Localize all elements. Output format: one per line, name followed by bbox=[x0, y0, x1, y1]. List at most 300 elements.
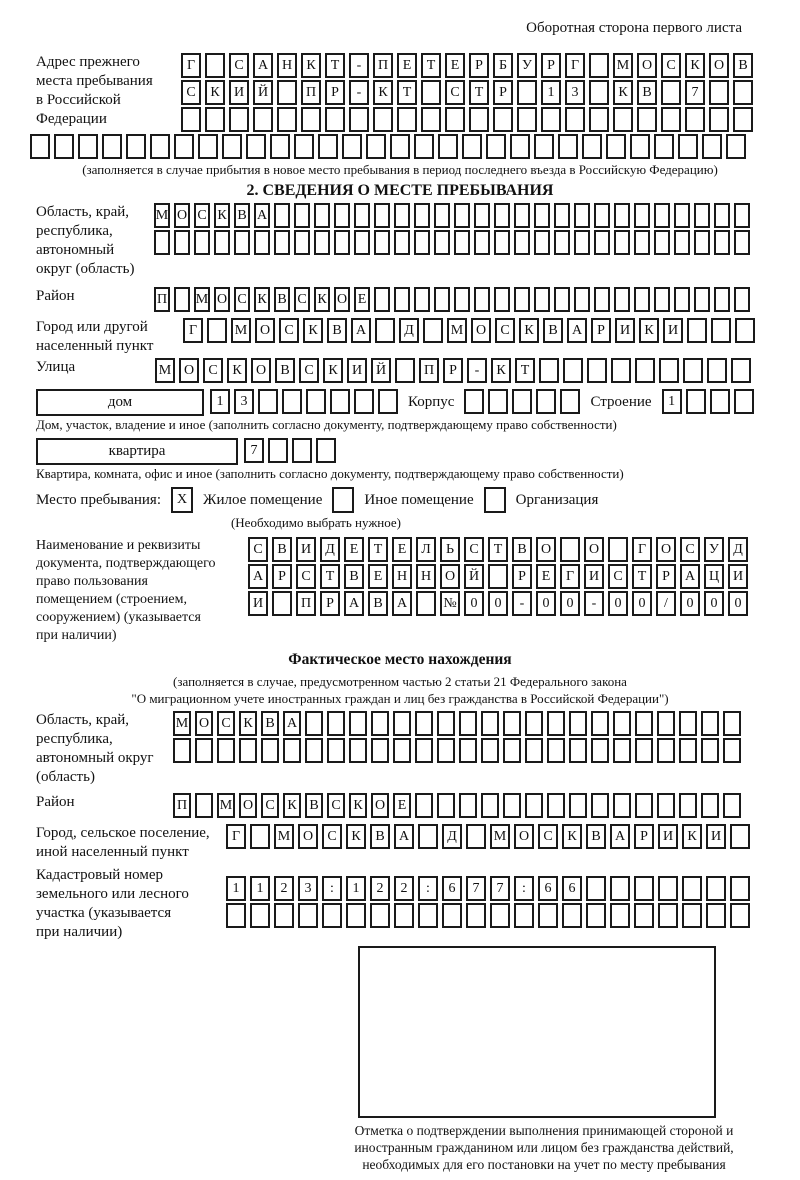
char-boxes-row bbox=[173, 711, 741, 736]
char-box bbox=[734, 230, 750, 255]
char-box: - bbox=[512, 591, 532, 616]
char-box bbox=[229, 107, 249, 132]
char-box bbox=[366, 134, 386, 159]
char-box: Е bbox=[445, 53, 465, 78]
char-box bbox=[611, 358, 631, 383]
field-city bbox=[36, 318, 764, 356]
char-box bbox=[414, 203, 430, 228]
char-box bbox=[679, 793, 697, 818]
char-box bbox=[481, 793, 499, 818]
char-boxes-row bbox=[248, 537, 748, 562]
char-box: К bbox=[491, 358, 511, 383]
char-box bbox=[569, 793, 587, 818]
char-box bbox=[466, 824, 486, 849]
char-box bbox=[195, 793, 213, 818]
char-box: Р bbox=[656, 564, 676, 589]
actual-location-caption-2: "О миграционном учете иностранных граждан и лиц без гражданства в Российской Федерации") bbox=[131, 691, 669, 706]
char-box: К bbox=[214, 203, 230, 228]
char-box bbox=[342, 134, 362, 159]
char-box bbox=[174, 134, 194, 159]
char-box bbox=[694, 203, 710, 228]
char-box: И bbox=[615, 318, 635, 343]
char-box bbox=[423, 318, 443, 343]
char-box: П bbox=[301, 80, 321, 105]
char-box: Ь bbox=[440, 537, 460, 562]
char-box bbox=[733, 80, 753, 105]
char-box: И bbox=[658, 824, 678, 849]
char-box bbox=[459, 738, 477, 763]
char-box: О bbox=[174, 203, 190, 228]
char-box bbox=[415, 711, 433, 736]
char-box bbox=[481, 738, 499, 763]
char-box bbox=[30, 134, 50, 159]
char-box bbox=[733, 107, 753, 132]
char-box: - bbox=[584, 591, 604, 616]
checkbox-organization bbox=[484, 487, 506, 513]
char-box: С bbox=[248, 537, 268, 562]
char-box: С bbox=[234, 287, 250, 312]
char-box bbox=[334, 230, 350, 255]
page-title: Оборотная сторона первого листа bbox=[526, 20, 742, 36]
char-box bbox=[558, 134, 578, 159]
char-box: Р bbox=[493, 80, 513, 105]
street-label: Улица bbox=[36, 359, 76, 375]
char-box bbox=[493, 107, 513, 132]
char-box: О bbox=[255, 318, 275, 343]
char-box: Е bbox=[536, 564, 556, 589]
char-box: П bbox=[419, 358, 439, 383]
char-box: 0 bbox=[464, 591, 484, 616]
char-box: С bbox=[464, 537, 484, 562]
char-box: А bbox=[253, 53, 273, 78]
char-box bbox=[292, 438, 312, 463]
char-boxes-row bbox=[155, 358, 751, 383]
char-box: В bbox=[733, 53, 753, 78]
char-box: : bbox=[322, 876, 342, 901]
char-box: Т bbox=[325, 53, 345, 78]
char-box bbox=[445, 107, 465, 132]
char-box: С bbox=[261, 793, 279, 818]
char-box: С bbox=[203, 358, 223, 383]
char-box bbox=[731, 358, 751, 383]
field-actual-district bbox=[36, 793, 764, 820]
char-box bbox=[634, 230, 650, 255]
char-box bbox=[560, 389, 580, 414]
char-box bbox=[503, 738, 521, 763]
actual-region-label: Область, край, республика, автономный округ (область) bbox=[36, 712, 154, 785]
char-box bbox=[371, 711, 389, 736]
char-boxes-row bbox=[464, 389, 580, 414]
char-box: С bbox=[495, 318, 515, 343]
district-label: Район bbox=[36, 288, 75, 304]
char-box: О bbox=[371, 793, 389, 818]
char-box bbox=[525, 711, 543, 736]
char-box: Е bbox=[354, 287, 370, 312]
char-box bbox=[634, 203, 650, 228]
char-box: С bbox=[217, 711, 235, 736]
char-box bbox=[330, 389, 350, 414]
char-box bbox=[654, 230, 670, 255]
char-box bbox=[723, 738, 741, 763]
structure-label: Строение bbox=[590, 394, 652, 410]
char-box bbox=[547, 711, 565, 736]
char-box: С bbox=[194, 203, 210, 228]
char-box bbox=[586, 876, 606, 901]
char-box bbox=[374, 230, 390, 255]
char-box: № bbox=[440, 591, 460, 616]
char-boxes-row bbox=[154, 287, 750, 312]
char-box bbox=[657, 738, 675, 763]
char-box bbox=[374, 203, 390, 228]
char-box: Г bbox=[632, 537, 652, 562]
char-box: 0 bbox=[560, 591, 580, 616]
char-box: Д bbox=[728, 537, 748, 562]
char-box bbox=[371, 738, 389, 763]
char-box: 7 bbox=[685, 80, 705, 105]
char-box bbox=[514, 203, 530, 228]
char-box: М bbox=[194, 287, 210, 312]
char-box bbox=[464, 389, 484, 414]
char-box: О bbox=[298, 824, 318, 849]
char-box bbox=[534, 230, 550, 255]
char-boxes-row bbox=[662, 389, 754, 414]
char-box bbox=[494, 230, 510, 255]
stay-type-label: Место пребывания: bbox=[36, 491, 161, 508]
char-box bbox=[374, 287, 390, 312]
char-box bbox=[415, 793, 433, 818]
char-box bbox=[730, 824, 750, 849]
char-box: К bbox=[314, 287, 330, 312]
char-box bbox=[274, 230, 290, 255]
char-box bbox=[394, 287, 410, 312]
char-box: К bbox=[346, 824, 366, 849]
char-box bbox=[205, 107, 225, 132]
confirmation-stamp-area bbox=[358, 946, 716, 1118]
char-box bbox=[503, 711, 521, 736]
char-box: С bbox=[322, 824, 342, 849]
char-box: 1 bbox=[210, 389, 230, 414]
char-box: В bbox=[275, 358, 295, 383]
char-box bbox=[574, 230, 590, 255]
house-type-label: дом bbox=[107, 394, 133, 410]
char-box bbox=[587, 358, 607, 383]
char-box bbox=[594, 230, 610, 255]
field-document bbox=[36, 537, 764, 645]
char-box bbox=[614, 230, 630, 255]
char-box bbox=[654, 134, 674, 159]
char-box: М bbox=[231, 318, 251, 343]
char-box: С bbox=[680, 537, 700, 562]
char-box bbox=[434, 203, 450, 228]
char-box: М bbox=[217, 793, 235, 818]
building-label: Корпус bbox=[408, 394, 455, 410]
char-box: Д bbox=[442, 824, 462, 849]
char-box bbox=[488, 389, 508, 414]
char-box: Р bbox=[325, 80, 345, 105]
field-stay-type bbox=[36, 487, 764, 513]
field-cadastral-number bbox=[36, 866, 764, 942]
char-box: М bbox=[613, 53, 633, 78]
char-box: А bbox=[351, 318, 371, 343]
char-box: К bbox=[205, 80, 225, 105]
char-box bbox=[547, 738, 565, 763]
char-box: - bbox=[349, 53, 369, 78]
char-box bbox=[514, 287, 530, 312]
char-box bbox=[274, 903, 294, 928]
char-box bbox=[438, 134, 458, 159]
char-box: А bbox=[344, 591, 364, 616]
char-box bbox=[334, 203, 350, 228]
char-box bbox=[306, 389, 326, 414]
char-box bbox=[635, 358, 655, 383]
char-box bbox=[701, 711, 719, 736]
confirmation-stamp-caption: Отметка о подтверждении выполнения принимающей стороной и иностранным гражданином или лицом без гражданства действий, необходимых для его постановки на учет по месту пребывания bbox=[354, 1123, 734, 1172]
char-box bbox=[539, 358, 559, 383]
checkbox-other-premises bbox=[332, 487, 354, 513]
char-box bbox=[294, 230, 310, 255]
char-box bbox=[614, 203, 630, 228]
char-box: Н bbox=[392, 564, 412, 589]
char-box bbox=[393, 711, 411, 736]
char-box bbox=[474, 287, 490, 312]
char-box bbox=[560, 537, 580, 562]
char-box bbox=[305, 738, 323, 763]
char-box bbox=[534, 203, 550, 228]
char-box: С bbox=[608, 564, 628, 589]
char-box: 1 bbox=[346, 876, 366, 901]
char-box bbox=[678, 134, 698, 159]
char-box bbox=[254, 230, 270, 255]
field-actual-city bbox=[36, 824, 764, 862]
char-box bbox=[434, 287, 450, 312]
char-box bbox=[723, 711, 741, 736]
char-box bbox=[674, 230, 690, 255]
char-box bbox=[735, 318, 755, 343]
char-box: К bbox=[349, 793, 367, 818]
char-box bbox=[462, 134, 482, 159]
char-box bbox=[711, 318, 731, 343]
char-box bbox=[589, 53, 609, 78]
char-box: К bbox=[373, 80, 393, 105]
char-box bbox=[294, 203, 310, 228]
char-box bbox=[534, 287, 550, 312]
char-box bbox=[488, 564, 508, 589]
char-box: О bbox=[637, 53, 657, 78]
char-box bbox=[349, 738, 367, 763]
char-box bbox=[354, 230, 370, 255]
char-box bbox=[730, 876, 750, 901]
char-box: Р bbox=[634, 824, 654, 849]
char-box bbox=[554, 230, 570, 255]
char-box bbox=[554, 203, 570, 228]
option-other-premises-label: Иное помещение bbox=[364, 491, 474, 508]
char-box bbox=[661, 80, 681, 105]
char-box bbox=[217, 738, 235, 763]
char-box bbox=[393, 738, 411, 763]
char-box bbox=[685, 107, 705, 132]
char-box: П bbox=[296, 591, 316, 616]
char-box bbox=[277, 107, 297, 132]
char-box: 1 bbox=[662, 389, 682, 414]
char-box bbox=[268, 438, 288, 463]
char-box bbox=[346, 903, 366, 928]
char-box bbox=[454, 287, 470, 312]
char-box bbox=[370, 903, 390, 928]
char-box: 0 bbox=[680, 591, 700, 616]
char-box bbox=[658, 876, 678, 901]
char-box bbox=[414, 134, 434, 159]
char-box: В bbox=[274, 287, 290, 312]
char-box: О bbox=[514, 824, 534, 849]
char-box: В bbox=[368, 591, 388, 616]
field-street bbox=[36, 358, 764, 385]
char-box: И bbox=[728, 564, 748, 589]
char-box bbox=[298, 903, 318, 928]
char-box bbox=[274, 203, 290, 228]
field-previous-address bbox=[36, 53, 764, 134]
char-box bbox=[565, 107, 585, 132]
char-box bbox=[702, 134, 722, 159]
char-box bbox=[283, 738, 301, 763]
char-box bbox=[635, 793, 653, 818]
char-box: И bbox=[229, 80, 249, 105]
char-box bbox=[682, 903, 702, 928]
char-box bbox=[277, 80, 297, 105]
char-box bbox=[634, 876, 654, 901]
char-box: 3 bbox=[234, 389, 254, 414]
char-box: Е bbox=[397, 53, 417, 78]
char-box bbox=[723, 793, 741, 818]
checkbox-residential: X bbox=[171, 487, 193, 513]
field-region bbox=[36, 203, 764, 281]
char-box: 2 bbox=[370, 876, 390, 901]
char-box bbox=[582, 134, 602, 159]
char-box bbox=[661, 107, 681, 132]
char-box bbox=[418, 824, 438, 849]
char-box: 1 bbox=[226, 876, 246, 901]
char-box bbox=[239, 738, 257, 763]
char-box: С bbox=[229, 53, 249, 78]
char-box: М bbox=[274, 824, 294, 849]
char-box bbox=[613, 107, 633, 132]
char-box bbox=[654, 203, 670, 228]
char-box bbox=[525, 738, 543, 763]
char-box bbox=[282, 389, 302, 414]
char-box bbox=[174, 287, 190, 312]
char-box bbox=[714, 230, 730, 255]
char-box bbox=[394, 903, 414, 928]
char-box: С bbox=[445, 80, 465, 105]
char-box: Г bbox=[226, 824, 246, 849]
char-box bbox=[630, 134, 650, 159]
region-label: Область, край, республика, автономный округ (область) bbox=[36, 204, 135, 277]
char-box bbox=[594, 287, 610, 312]
char-box bbox=[378, 389, 398, 414]
char-box bbox=[314, 230, 330, 255]
char-box bbox=[421, 80, 441, 105]
char-box bbox=[305, 711, 323, 736]
char-box: Р bbox=[443, 358, 463, 383]
document-label: Наименование и реквизиты документа, подтверждающего право пользования помещением (строением, сооружением) (указывается при наличии) bbox=[36, 538, 216, 643]
char-box: К bbox=[639, 318, 659, 343]
char-box bbox=[474, 230, 490, 255]
char-box bbox=[490, 903, 510, 928]
char-box bbox=[710, 389, 730, 414]
char-box: К bbox=[301, 53, 321, 78]
char-box bbox=[536, 389, 556, 414]
field-apartment bbox=[36, 438, 764, 465]
char-box: О bbox=[471, 318, 491, 343]
char-box bbox=[562, 903, 582, 928]
char-box: Т bbox=[320, 564, 340, 589]
char-box bbox=[194, 230, 210, 255]
char-box bbox=[437, 711, 455, 736]
char-box bbox=[512, 389, 532, 414]
char-box bbox=[294, 134, 314, 159]
actual-district-label: Район bbox=[36, 794, 75, 810]
char-box bbox=[635, 738, 653, 763]
char-box: Е bbox=[344, 537, 364, 562]
char-box: И bbox=[248, 591, 268, 616]
char-box bbox=[679, 711, 697, 736]
char-box: К bbox=[682, 824, 702, 849]
char-box: 6 bbox=[442, 876, 462, 901]
char-box: Т bbox=[368, 537, 388, 562]
char-box: 7 bbox=[244, 438, 264, 463]
char-box: Р bbox=[512, 564, 532, 589]
char-box: Р bbox=[469, 53, 489, 78]
apartment-type-label: квартира bbox=[108, 443, 166, 459]
char-box bbox=[354, 389, 374, 414]
char-box: О bbox=[239, 793, 257, 818]
char-box bbox=[563, 358, 583, 383]
char-box bbox=[569, 738, 587, 763]
char-box bbox=[434, 230, 450, 255]
char-box bbox=[270, 134, 290, 159]
char-box bbox=[591, 793, 609, 818]
previous-address-caption: (заполняется в случае прибытия в новое место пребывания в период последнего въезда в Российскую Федерацию) bbox=[82, 162, 718, 177]
char-box bbox=[459, 793, 477, 818]
char-box: В bbox=[234, 203, 250, 228]
char-box: Е bbox=[393, 793, 411, 818]
char-box bbox=[706, 876, 726, 901]
char-box bbox=[181, 107, 201, 132]
char-box bbox=[679, 738, 697, 763]
char-box bbox=[394, 203, 410, 228]
char-box: 0 bbox=[704, 591, 724, 616]
char-box: 0 bbox=[488, 591, 508, 616]
char-box: И bbox=[584, 564, 604, 589]
char-box: Е bbox=[368, 564, 388, 589]
char-box: Н bbox=[416, 564, 436, 589]
char-box bbox=[414, 287, 430, 312]
char-box bbox=[373, 107, 393, 132]
char-box: К bbox=[239, 711, 257, 736]
char-box: В bbox=[637, 80, 657, 105]
char-box: С bbox=[279, 318, 299, 343]
char-box bbox=[437, 793, 455, 818]
char-box bbox=[613, 711, 631, 736]
char-box bbox=[327, 711, 345, 736]
char-box: К bbox=[613, 80, 633, 105]
char-box bbox=[205, 53, 225, 78]
char-box bbox=[657, 711, 675, 736]
char-box: С bbox=[538, 824, 558, 849]
char-box: В bbox=[370, 824, 390, 849]
char-box bbox=[514, 903, 534, 928]
char-box: В bbox=[272, 537, 292, 562]
apartment-type-box bbox=[36, 438, 238, 465]
